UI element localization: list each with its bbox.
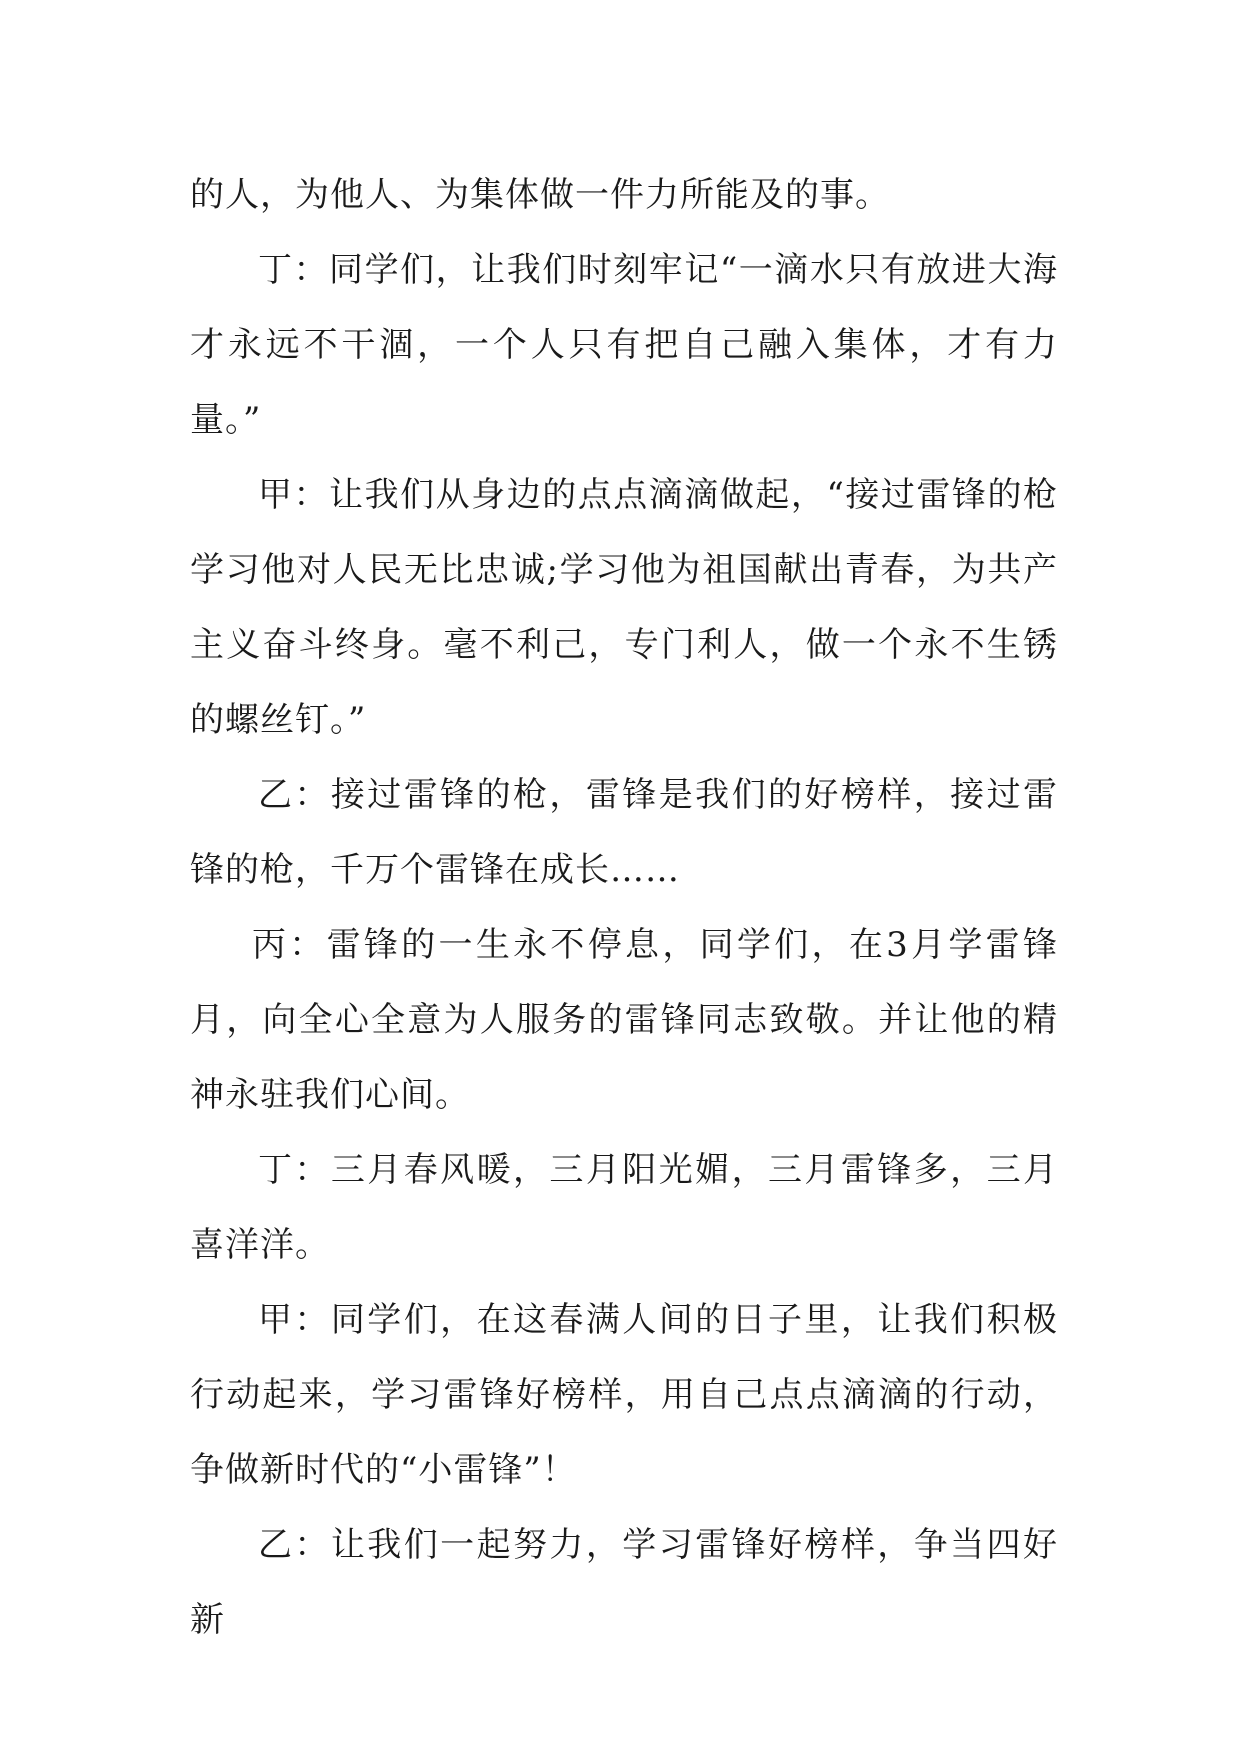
document-body xyxy=(190,158,1058,1658)
paragraph-yi-1: 乙：接过雷锋的枪，雷锋是我们的好榜样，接过雷锋的枪，千万个雷锋在成长…… xyxy=(190,775,1058,890)
paragraph-continuation: 的人，为他人、为集体做一件力所能及的事。 xyxy=(190,175,890,215)
paragraph-ding-1: 丁：同学们，让我们时刻牢记“一滴水只有放进大海才永远不干涸，一个人只有把自己融入集体，才有力量。” xyxy=(190,250,1058,440)
paragraph-jia-2: 甲：同学们，在这春满人间的日子里，让我们积极行动起来，学习雷锋好榜样，用自己点点滴滴的行动，争做新时代的“小雷锋”！ xyxy=(190,1300,1058,1490)
paragraph-ding-2: 丁：三月春风暖，三月阳光媚，三月雷锋多，三月喜洋洋。 xyxy=(190,1150,1058,1265)
paragraph-jia-1: 甲：让我们从身边的点点滴滴做起，“接过雷锋的枪学习他对人民无比忠诚;学习他为祖国献出青春，为共产主义奋斗终身。毫不利己，专门利人，做一个永不生锈的螺丝钉。” xyxy=(190,475,1058,740)
paragraph-bing-1: 丙：雷锋的一生永不停息，同学们，在3月学雷锋月，向全心全意为人服务的雷锋同志致敬。并让他的精神永驻我们心间。 xyxy=(190,925,1058,1115)
paragraph-yi-2: 乙：让我们一起努力，学习雷锋好榜样，争当四好新 xyxy=(190,1525,1058,1640)
